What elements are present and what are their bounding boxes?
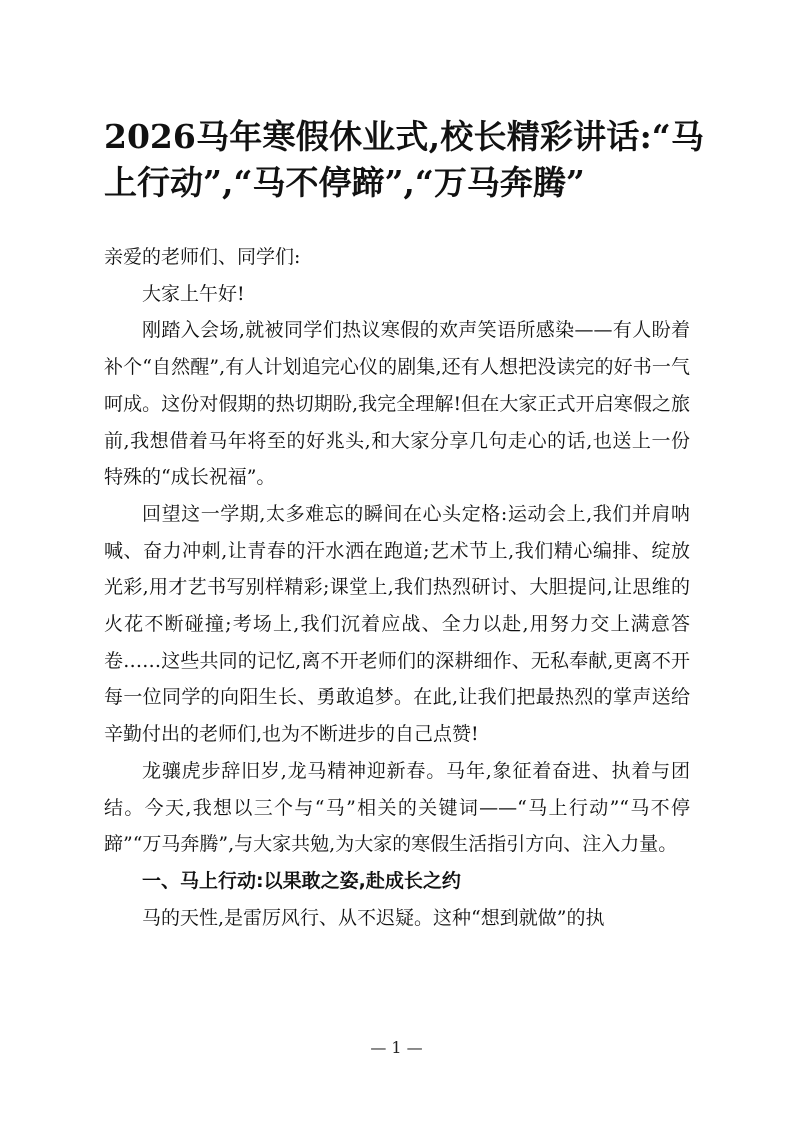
paragraph-3: 回望这一学期,太多难忘的瞬间在心头定格:运动会上,我们并肩呐喊、奋力冲刺,让青春的汗水洒在跑道;艺术节上,我们精心编排、绽放光彩,用才艺书写别样精彩;课堂上,我们热烈研讨、大胆提问,让思维的火花不断碰撞;考场上,我们沉着应战、全力以赴,用努力交上满意答卷……这些共同的记忆,离不开老师们的深耕细作、无私奉献,更离不开每一位同学的向阳生长、勇敢追梦。在此,让我们把最热烈的掌声送给辛勤付出的老师们,也为不断进步的自己点赞!: [104, 502, 690, 746]
paragraph-2: 刚踏入会场,就被同学们热议寒假的欢声笑语所感染——有人盼着补个“自然醒”,有人计划追完心仪的剧集,还有人想把没读完的好书一气呵成。这份对假期的热切期盼,我完全理解!但在大家正式开启寒假之旅前,我想借着马年将至的好兆头,和大家分享几句走心的话,也送上一份特殊的“成长祝福”。: [104, 319, 690, 489]
greeting: 亲爱的老师们、同学们:: [104, 246, 301, 268]
paragraph-1: 大家上午好!: [142, 282, 245, 305]
paragraph-5: 马的天性,是雷厉风行、从不迟疑。这种“想到就做”的执: [142, 906, 605, 929]
paragraph-4: 龙骧虎步辞旧岁,龙马精神迎新春。马年,象征着奋进、执着与团结。今天,我想以三个与“马”相关的关键词——“马上行动”“马不停蹄”“万马奔腾”,与大家共勉,为大家的寒假生活指引方向、注入力量。: [104, 759, 690, 856]
document-title: 2026马年寒假休业式,校长精彩讲话:“马上行动”,“马不停蹄”,“万马奔腾”: [104, 117, 704, 202]
page-number: — 1 —: [370, 1038, 423, 1057]
document-body: [104, 239, 690, 936]
section-heading: 一、马上行动:以果敢之姿,赴成长之约: [142, 869, 461, 892]
